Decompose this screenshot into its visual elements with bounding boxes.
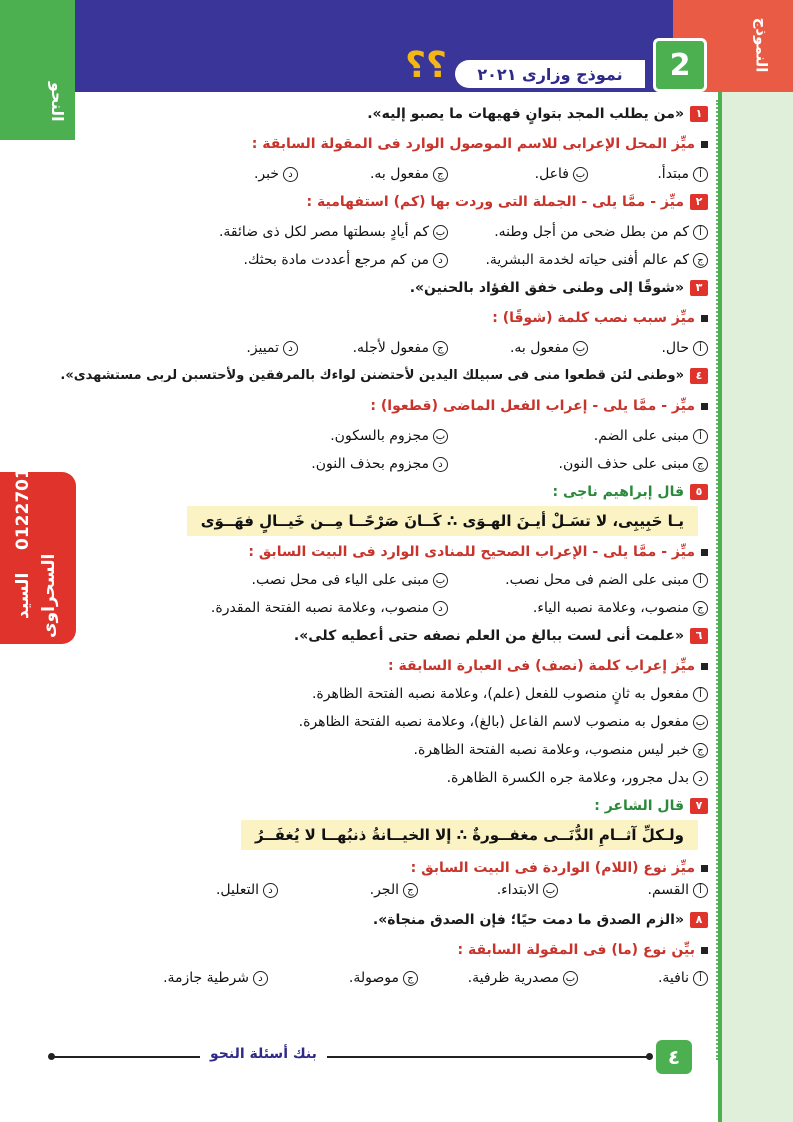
option-text: موصولة. — [348, 970, 399, 986]
right-margin-line — [718, 92, 722, 1122]
bullet-square-icon — [701, 141, 708, 148]
question-5 — [552, 482, 708, 502]
option-c[interactable] — [414, 740, 708, 760]
option-b[interactable] — [510, 338, 588, 358]
bullet-square-icon — [701, 865, 708, 872]
option-letter: د — [283, 167, 298, 182]
option-d[interactable] — [447, 768, 708, 788]
question-8 — [373, 910, 708, 930]
question-text: «الزم الصدق ما دمت حيًا؛ فإن الصدق منجاة». — [372, 912, 684, 928]
option-letter: أ — [693, 687, 708, 702]
question-8-instruction — [458, 940, 709, 960]
poet-label: قال إبراهيم ناجى : — [552, 484, 684, 500]
bullet-square-icon — [701, 663, 708, 670]
option-letter: ب — [693, 715, 708, 730]
question-number: ٢ — [690, 194, 708, 210]
option-text: القسم. — [647, 882, 689, 898]
option-text: نافية. — [657, 970, 689, 986]
question-number: ٧ — [690, 798, 708, 814]
option-a[interactable] — [312, 684, 708, 704]
option-letter: ج — [693, 601, 708, 616]
question-3-instruction — [492, 308, 708, 328]
option-letter: ب — [433, 573, 448, 588]
option-a[interactable] — [657, 164, 708, 184]
question-number: ١ — [690, 106, 708, 122]
option-c[interactable] — [370, 880, 418, 900]
option-letter: ب — [433, 429, 448, 444]
option-a[interactable] — [648, 880, 709, 900]
option-text: كم عالم أفنى حياته لخدمة البشرية. — [485, 252, 689, 268]
option-letter: ب — [563, 971, 578, 986]
option-letter: ج — [693, 457, 708, 472]
option-text: مفعول به. — [369, 166, 429, 182]
instruction-text: بيِّن نوع (ما) فى المقولة السابقة : — [457, 942, 695, 958]
instruction-text: ميِّز سبب نصب كلمة (شوقًا) : — [492, 310, 695, 326]
option-c[interactable] — [485, 250, 708, 270]
question-number: ٤ — [690, 368, 708, 384]
option-letter: ج — [403, 883, 418, 898]
option-d[interactable] — [311, 454, 448, 474]
option-letter: ج — [403, 971, 418, 986]
question-text: «شوقًا إلى وطنى خفق الفؤاد بالحنين». — [409, 280, 684, 296]
question-text: «وطنى لئن قطعوا منى فى سبيلك اليدين لأحتضنن لواءك بالمرفقين ولأحتسبن لربى مستشهدى». — [60, 368, 684, 383]
option-text: خبر. — [253, 166, 279, 182]
option-letter: أ — [693, 573, 708, 588]
footer-dot-left — [48, 1053, 55, 1060]
verse-box: ولـكلِّ آثــامِ الدُّنَــى مغفــورةٌ ∴ إلا الخيــانةُ ذنبُهــا لا يُغفَــرُ — [241, 820, 698, 850]
option-text: مفعول به. — [509, 340, 569, 356]
option-c[interactable] — [370, 164, 448, 184]
option-letter: ج — [433, 341, 448, 356]
question-6-instruction — [388, 656, 708, 676]
bullet-square-icon — [701, 403, 708, 410]
question-3 — [410, 278, 708, 298]
option-d[interactable] — [163, 968, 268, 988]
footer-divider — [50, 1056, 650, 1058]
option-d[interactable] — [216, 880, 278, 900]
option-letter: ج — [693, 743, 708, 758]
author-name: السيد السحراوى — [13, 553, 59, 638]
option-text: فاعل. — [534, 166, 569, 182]
footer-label: بنك أسئلة النحو — [200, 1046, 327, 1062]
option-letter: د — [433, 601, 448, 616]
option-text: تمييز. — [246, 340, 279, 356]
question-number: ٦ — [690, 628, 708, 644]
option-letter: ج — [433, 167, 448, 182]
option-text: خبر ليس منصوب، وعلامة نصبه الفتحة الظاهرة. — [413, 742, 689, 758]
option-b[interactable] — [299, 712, 708, 732]
option-letter: أ — [693, 341, 708, 356]
option-d[interactable] — [254, 164, 298, 184]
model-number-badge: 2 — [653, 38, 707, 92]
option-text: مبنى على الضم. — [593, 428, 689, 444]
option-text: منصوب، وعلامة نصبه الياء. — [532, 600, 689, 616]
option-letter: ب — [543, 883, 558, 898]
option-text: مبنى على الضم فى محل نصب. — [505, 572, 689, 588]
option-text: مبنى على الياء فى محل نصب. — [251, 572, 429, 588]
option-text: الجر. — [369, 882, 399, 898]
option-letter: د — [253, 971, 268, 986]
option-text: مجزوم بالسكون. — [330, 428, 429, 444]
right-margin-strip — [720, 92, 793, 1122]
instruction-text: ميِّز - ممَّا يلى - الجملة التى وردت بها (كم) استفهامية : — [306, 194, 684, 210]
question-1 — [367, 104, 708, 124]
option-d[interactable] — [244, 250, 448, 270]
option-letter: أ — [693, 167, 708, 182]
option-letter: د — [263, 883, 278, 898]
question-number: ٨ — [690, 912, 708, 928]
option-letter: ب — [433, 225, 448, 240]
option-text: مبنى على حذف النون. — [558, 456, 689, 472]
question-4 — [60, 366, 708, 386]
question-5-instruction — [248, 542, 708, 562]
poet-label: قال الشاعر : — [594, 798, 684, 814]
option-d[interactable] — [246, 338, 298, 358]
page-number: ٤ — [656, 1040, 692, 1074]
author-info — [10, 419, 70, 638]
option-b[interactable] — [252, 570, 449, 590]
option-text: بدل مجرور، وعلامة جره الكسرة الظاهرة. — [446, 770, 689, 786]
edition-label: النموذج — [752, 17, 771, 73]
option-letter: د — [283, 341, 298, 356]
option-text: شرطية جازمة. — [163, 970, 249, 986]
option-text: منصوب، وعلامة نصبه الفتحة المقدرة. — [210, 600, 429, 616]
option-letter: ج — [693, 253, 708, 268]
option-a[interactable] — [594, 426, 708, 446]
question-4-instruction — [370, 396, 708, 416]
question-2 — [307, 192, 708, 212]
footer-dot-right — [646, 1053, 653, 1060]
option-letter: د — [433, 253, 448, 268]
bullet-square-icon — [701, 947, 708, 954]
verse-box: يـا حَبِيبِى، لا تسَـلْ أيـنَ الهـوَى ∴ كَــانَ صَرْحًــا مِــن خَيــالٍ فهَــوَى — [187, 506, 698, 536]
question-text: «علمت أنى لست ببالغ من العلم نصفه حتى أعطيه كلى». — [293, 628, 684, 644]
option-text: مفعول لأجله. — [352, 340, 429, 356]
option-a[interactable] — [505, 570, 708, 590]
option-text: مفعول به منصوب لاسم الفاعل (بالغ)، وعلامة نصبه الفتحة الظاهرة. — [298, 714, 689, 730]
option-c[interactable] — [559, 454, 708, 474]
option-text: الابتداء. — [496, 882, 539, 898]
option-text: مفعول به ثانٍ منصوب للفعل (علم)، وعلامة نصبه الفتحة الظاهرة. — [311, 686, 689, 702]
option-a[interactable] — [658, 968, 708, 988]
question-text: «من يطلب المجد بتوانٍ فهيهات ما يصبو إليه». — [367, 106, 684, 122]
bullet-square-icon — [701, 549, 708, 556]
option-b[interactable] — [468, 968, 578, 988]
option-text: التعليل. — [215, 882, 259, 898]
option-text: مبتدأ. — [657, 166, 689, 182]
question-number: ٥ — [690, 484, 708, 500]
option-letter: أ — [693, 971, 708, 986]
option-b[interactable] — [330, 426, 448, 446]
option-b[interactable] — [535, 164, 588, 184]
option-b[interactable] — [219, 222, 448, 242]
option-c[interactable] — [349, 968, 418, 988]
instruction-text: ميِّز نوع (اللام) الواردة فى البيت السابق : — [410, 860, 695, 876]
question-7 — [594, 796, 708, 816]
option-letter: د — [433, 457, 448, 472]
option-letter: أ — [693, 429, 708, 444]
option-c[interactable] — [353, 338, 448, 358]
option-d[interactable] — [211, 598, 448, 618]
option-a[interactable] — [494, 222, 708, 242]
option-text: من كم مرجع أعددت مادة بحثك. — [243, 252, 429, 268]
option-b[interactable] — [497, 880, 558, 900]
question-1-instruction — [252, 134, 708, 154]
option-text: كم من بطل ضحى من أجل وطنه. — [494, 224, 689, 240]
instruction-text: ميِّز المحل الإعرابى للاسم الموصول الوارد فى المقولة السابقة : — [251, 136, 695, 152]
subject-tab-label: النحو — [48, 82, 67, 122]
option-letter: ب — [573, 167, 588, 182]
question-7-instruction — [411, 858, 708, 878]
question-6 — [294, 626, 708, 646]
question-marks-icon: ؟؟ — [405, 45, 447, 86]
question-number: ٣ — [690, 280, 708, 296]
option-letter: د — [693, 771, 708, 786]
instruction-text: ميِّز - ممَّا يلى - الإعراب الصحيح للمنادى الوارد فى البيت السابق : — [248, 544, 695, 560]
option-c[interactable] — [533, 598, 708, 618]
author-phone: 01227012607 — [13, 419, 33, 550]
option-text: مجزوم بحذف النون. — [311, 456, 429, 472]
option-letter: ب — [573, 341, 588, 356]
option-text: مصدرية ظرفية. — [467, 970, 559, 986]
option-text: حال. — [661, 340, 689, 356]
option-letter: أ — [693, 225, 708, 240]
page-title: نموذج وزارى ٢٠٢١ — [455, 60, 645, 88]
option-letter: أ — [693, 883, 708, 898]
option-a[interactable] — [661, 338, 708, 358]
bullet-square-icon — [701, 315, 708, 322]
option-text: كم أيادٍ بسطتها مصر لكل ذى ضائقة. — [218, 224, 429, 240]
instruction-text: ميِّز إعراب كلمة (نصف) فى العبارة السابقة : — [388, 658, 695, 674]
instruction-text: ميِّز - ممَّا يلى - إعراب الفعل الماضى (قطعوا) : — [370, 398, 695, 414]
